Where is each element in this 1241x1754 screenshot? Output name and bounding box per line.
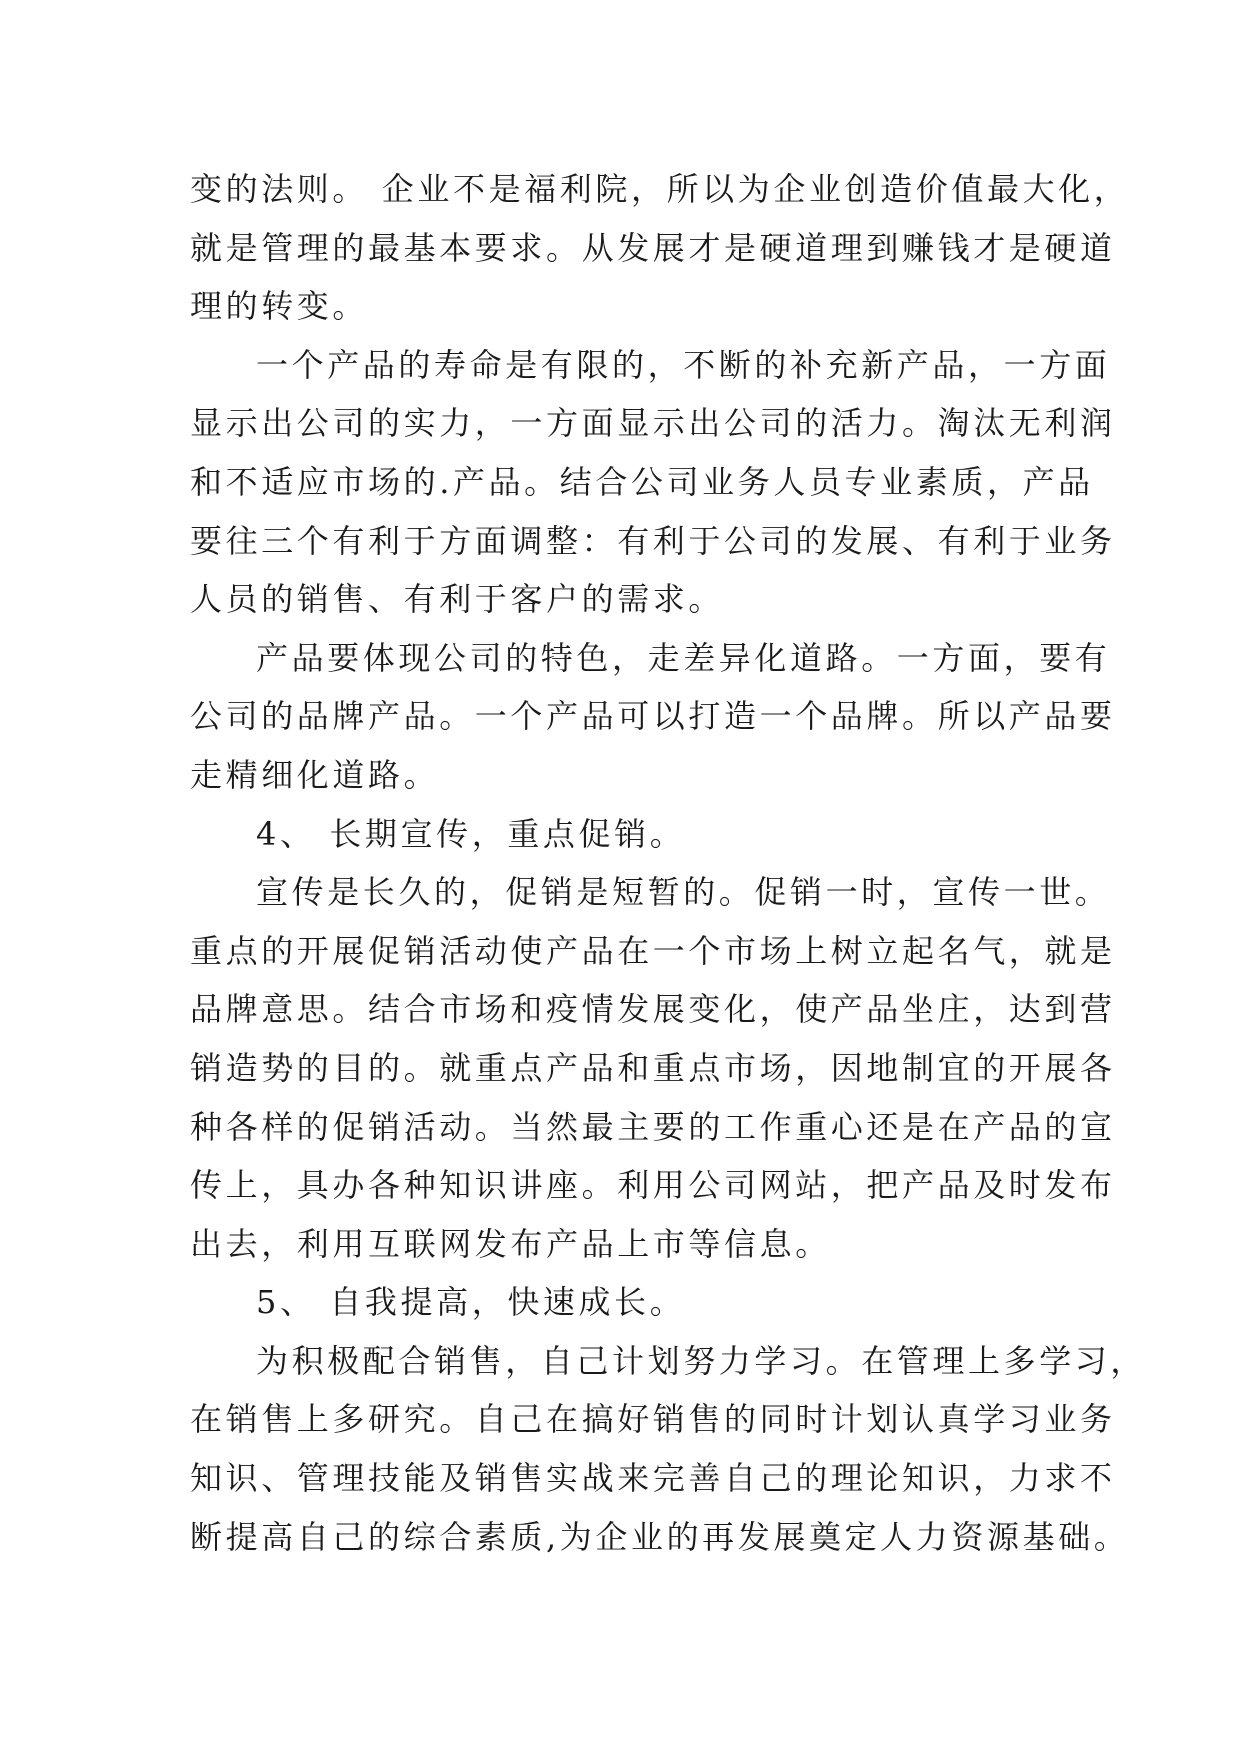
text-line: 为积极配合销售，自己计划努力学习。在管理上多学习， — [256, 1341, 1147, 1380]
text-line: 理的转变。 — [190, 287, 369, 326]
text-line: 要往三个有利于方面调整：有利于公司的发展、有利于业务 — [190, 521, 1116, 560]
text-line: 销造势的目的。就重点产品和重点市场，因地制宜的开展各 — [190, 1048, 1116, 1087]
section-heading: 5、 自我提高，快速成长。 — [256, 1283, 686, 1322]
text-line: 知识、管理技能及销售实战来完善自己的理论知识，力求不 — [190, 1459, 1116, 1498]
text-line: 传上，具办各种知识讲座。利用公司网站，把产品及时发布 — [190, 1166, 1116, 1205]
text-line: 走精细化道路。 — [190, 755, 440, 794]
text-line: 品牌意思。结合市场和疫情发展变化，使产品坐庄，达到营 — [190, 990, 1116, 1029]
body-text — [190, 160, 1147, 1566]
text-line: 就是管理的最基本要求。从发展才是硬道理到赚钱才是硬道 — [190, 228, 1116, 267]
text-line: 种各样的促销活动。当然最主要的工作重心还是在产品的宣 — [190, 1107, 1116, 1146]
text-line: 重点的开展促销活动使产品在一个市场上树立起名气，就是 — [190, 931, 1116, 970]
text-line: 公司的品牌产品。一个产品可以打造一个品牌。所以产品要 — [190, 697, 1116, 736]
text-line: 一个产品的寿命是有限的，不断的补充新产品，一方面 — [256, 345, 1111, 384]
text-line: 变的法则。 企业不是福利院，所以为企业创造价值最大化， — [190, 170, 1130, 208]
text-line: 出去，利用互联网发布产品上市等信息。 — [190, 1224, 831, 1263]
text-line: 和不适应市场的.产品。结合公司业务人员专业素质，产品 — [190, 462, 1094, 501]
text-line: 断提高自己的综合素质,为企业的再发展奠定人力资源基础。 — [190, 1517, 1130, 1556]
text-line: 在销售上多研究。自己在搞好销售的同时计划认真学习业务 — [190, 1400, 1116, 1439]
text-line: 产品要体现公司的特色，走差异化道路。一方面，要有 — [256, 638, 1111, 677]
text-line: 人员的销售、有利于客户的需求。 — [190, 580, 725, 619]
section-heading: 4、 长期宣传，重点促销。 — [256, 814, 686, 853]
text-line: 宣传是长久的，促销是短暂的。促销一时，宣传一世。 — [256, 873, 1111, 912]
text-line: 显示出公司的实力，一方面显示出公司的活力。淘汰无利润 — [190, 404, 1116, 443]
